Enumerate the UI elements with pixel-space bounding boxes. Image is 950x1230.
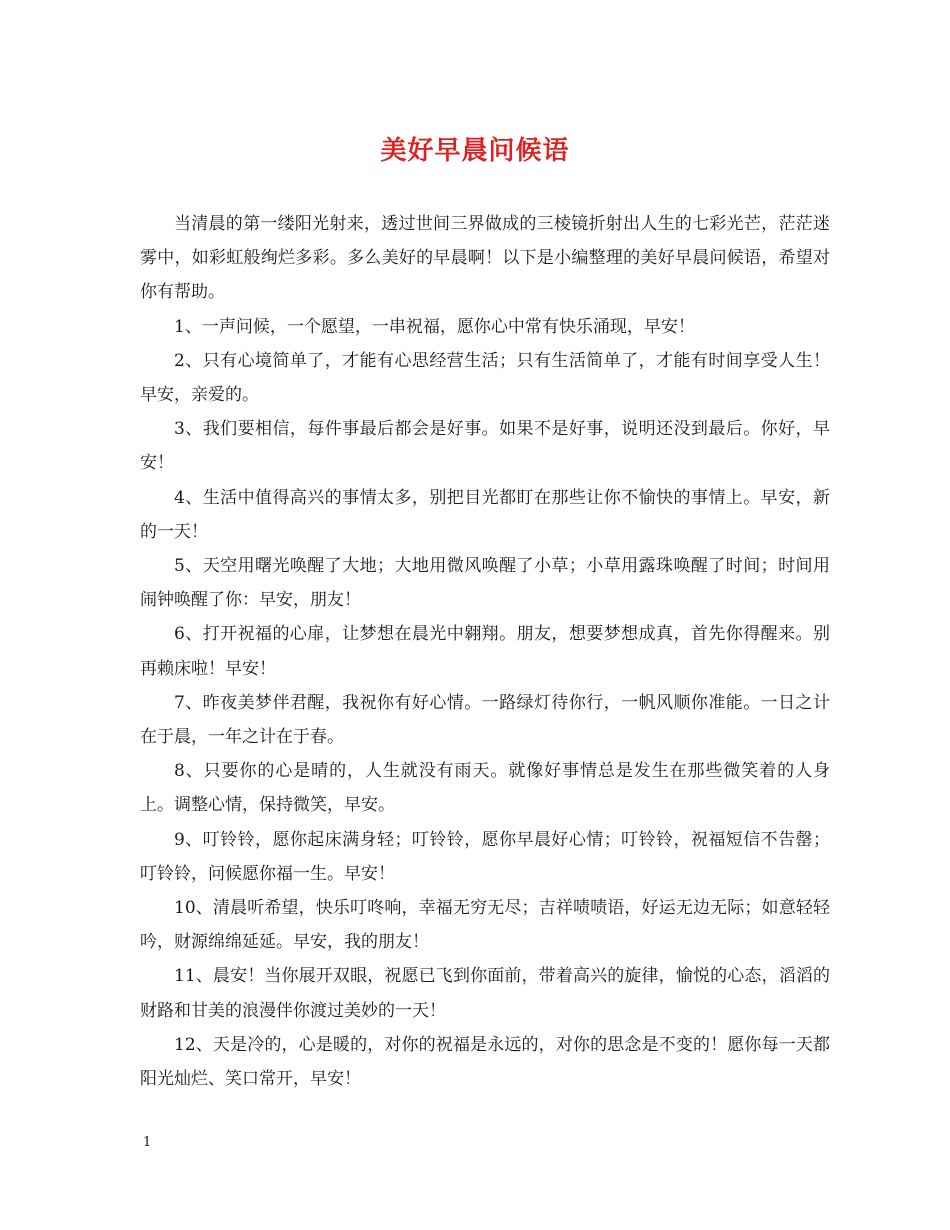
greeting-item: 10、清晨听希望，快乐叮咚响，幸福无穷无尽；吉祥啧啧语，好运无边无际；如意轻轻吟，财源绵绵延延。早安，我的朋友！ <box>140 898 830 953</box>
greeting-item: 1、一声问候，一个愿望，一串祝福，愿你心中常有快乐涌现，早安！ <box>174 316 695 337</box>
greeting-item: 11、晨安！当你展开双眼，祝愿已飞到你面前，带着高兴的旋律，愉悦的心态，滔滔的财路和甘美的浪漫伴你渡过美妙的一天！ <box>140 966 830 1021</box>
greeting-item: 8、只要你的心是晴的，人生就没有雨天。就像好事情总是发生在那些微笑着的人身上。调整心情，保持微笑，早安。 <box>140 761 830 816</box>
greeting-item: 4、生活中值得高兴的事情太多，别把目光都盯在那些让你不愉快的事情上。早安，新的一天！ <box>140 487 830 542</box>
greeting-item: 3、我们要相信，每件事最后都会是好事。如果不是好事，说明还没到最后。你好，早安！ <box>140 419 830 474</box>
greeting-item: 2、只有心境简单了，才能有心思经营生活；只有生活简单了，才能有时间享受人生！早安，亲爱的。 <box>140 350 830 406</box>
intro-paragraph: 当清晨的第一缕阳光射来，透过世间三界做成的三棱镜折射出人生的七彩光芒，茫茫迷雾中，如彩虹般绚烂多彩。多么美好的早晨啊！以下是小编整理的美好早晨问候语，希望对你有帮助。 <box>140 214 830 303</box>
greeting-item: 5、天空用曙光唤醒了大地；大地用微风唤醒了小草；小草用露珠唤醒了时间；时间用闹钟唤醒了你：早安，朋友！ <box>140 556 830 611</box>
greeting-item: 6、打开祝福的心扉，让梦想在晨光中翱翔。朋友，想要梦想成真，首先你得醒来。别再赖床啦！早安！ <box>140 624 830 679</box>
page-title: 美好早晨问候语 <box>380 136 570 166</box>
page-number: 1 <box>143 1135 152 1150</box>
greeting-item: 9、叮铃铃，愿你起床满身轻；叮铃铃，愿你早晨好心情；叮铃铃，祝福短信不告罄；叮铃铃，问候愿你福一生。早安！ <box>140 829 830 884</box>
greeting-item: 12、天是冷的，心是暖的，对你的祝福是永远的，对你的思念是不变的！愿你每一天都阳光灿烂、笑口常开，早安！ <box>140 1034 830 1090</box>
document-body <box>140 207 830 1096</box>
greeting-item: 7、昨夜美梦伴君醒，我祝你有好心情。一路绿灯待你行，一帆风顺你准能。一日之计在于晨，一年之计在于春。 <box>140 692 830 748</box>
